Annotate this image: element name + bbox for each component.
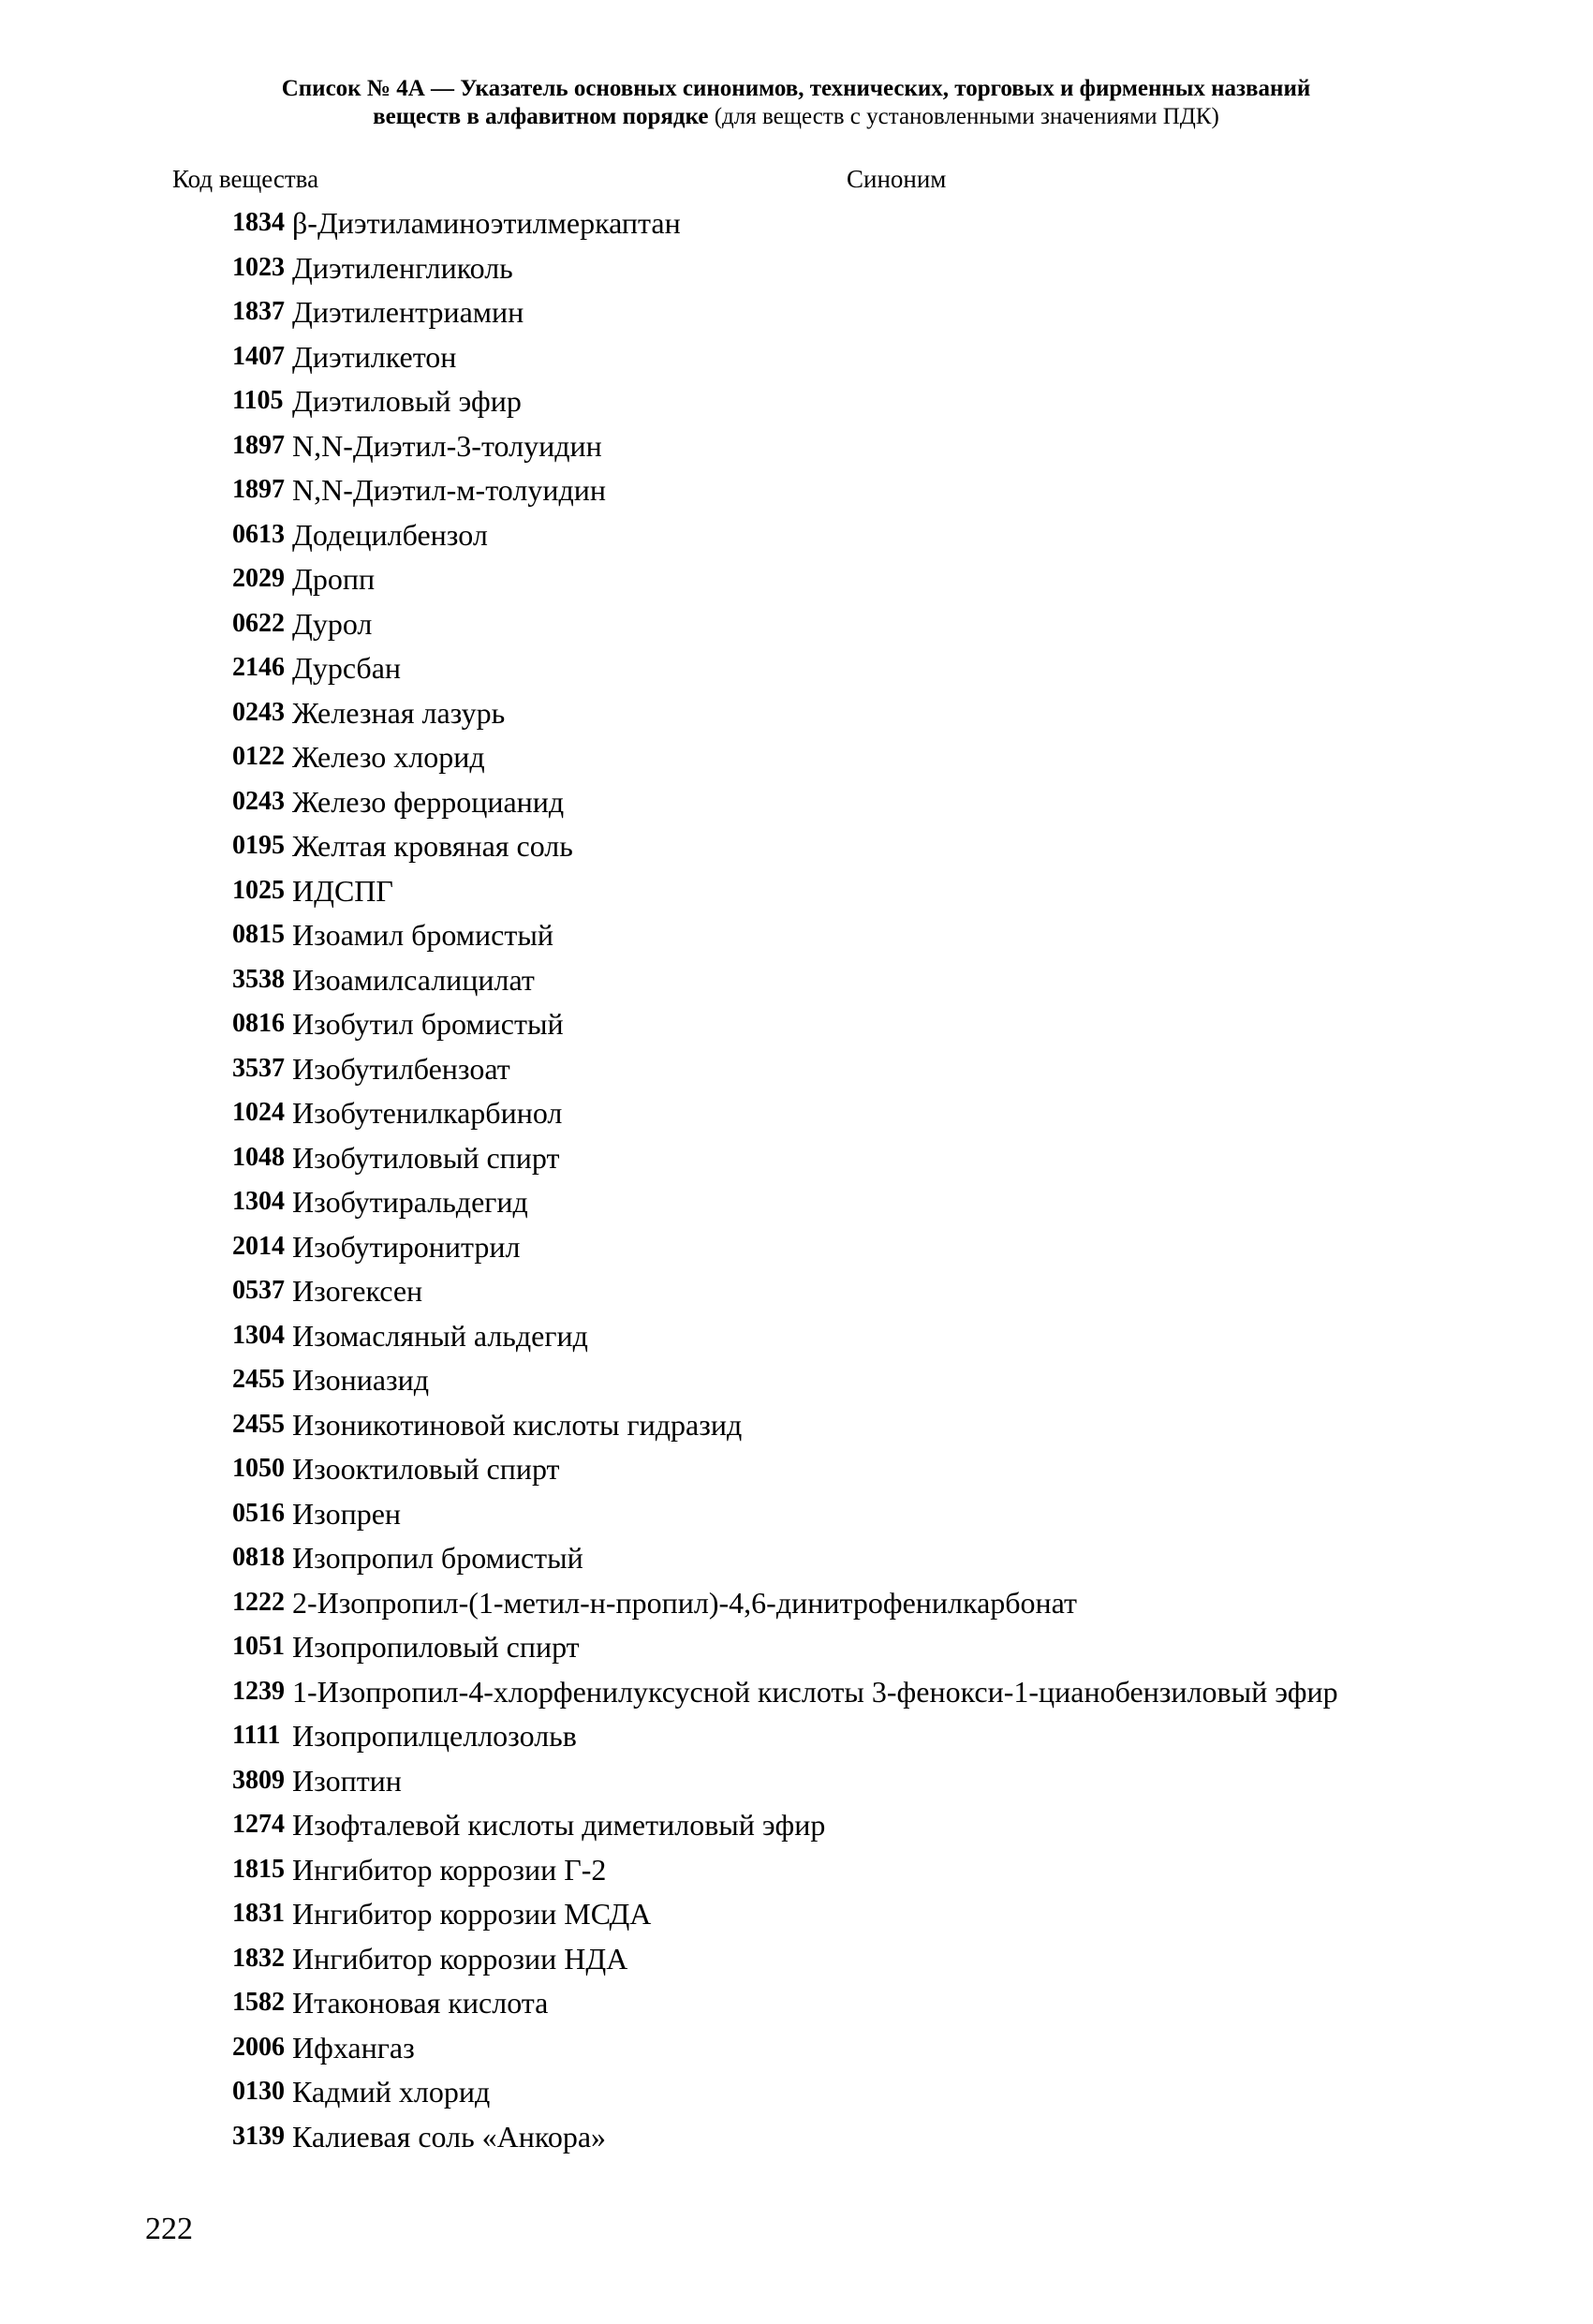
synonym-text: Изоамил бромистый	[292, 918, 553, 952]
substance-code: 2014	[232, 1231, 285, 1261]
substance-code: 3538	[232, 964, 285, 994]
list-item	[0, 519, 1593, 551]
list-subtitle	[140, 103, 1452, 131]
synonym-text: Изопропиловый спирт	[292, 1630, 580, 1664]
synonym-text: Изомасляный альдегид	[292, 1318, 588, 1353]
list-item	[0, 563, 1593, 595]
list-item	[0, 341, 1593, 373]
substance-code: 2029	[232, 564, 285, 593]
substance-code: 0516	[232, 1498, 285, 1528]
list-item	[0, 1097, 1593, 1129]
synonym-text: Изопрен	[292, 1496, 402, 1531]
list-item	[0, 1364, 1593, 1396]
substance-code: 1304	[232, 1187, 285, 1216]
substance-code: 1050	[232, 1454, 285, 1483]
list-item	[0, 2076, 1593, 2108]
substance-code: 1834	[232, 208, 285, 237]
synonym-text: Дропп	[292, 562, 376, 596]
substance-code: 0818	[232, 1543, 285, 1572]
list-item	[0, 1943, 1593, 1975]
list-item	[0, 1898, 1593, 1930]
list-item	[0, 1854, 1593, 1886]
list-title: Список № 4А — Указатель основных синонимов, технических, торговых и фирменных названий	[281, 76, 1311, 101]
list-item	[0, 652, 1593, 684]
substance-code: 0195	[232, 831, 285, 860]
list-item	[0, 2121, 1593, 2153]
synonym-text: 1-Изопропил-4-хлорфенилуксусной кислоты 3-фенокси-1-цианобензиловый эфир	[292, 1674, 1338, 1709]
list-item	[0, 1275, 1593, 1307]
synonym-text: Додецилбензол	[292, 517, 488, 552]
list-item	[0, 608, 1593, 640]
substance-code: 1048	[232, 1142, 285, 1172]
synonym-text: N,N-Диэтил-м-толуидин	[292, 473, 606, 507]
list-subtitle-bold: веществ в алфавитном порядке	[373, 104, 709, 129]
substance-code: 1274	[232, 1810, 285, 1839]
substance-code: 0243	[232, 786, 285, 816]
substance-code: 1222	[232, 1587, 285, 1617]
synonym-text: Изоникотиновой кислоты гидразид	[292, 1407, 743, 1442]
substance-code: 1304	[232, 1320, 285, 1350]
list-item	[0, 1320, 1593, 1352]
synonym-text: Изооктиловый спирт	[292, 1452, 560, 1486]
list-item	[0, 207, 1593, 239]
list-item	[0, 296, 1593, 328]
substance-code: 1239	[232, 1676, 285, 1706]
substance-code: 0537	[232, 1276, 285, 1305]
list-item	[0, 385, 1593, 417]
substance-code: 1831	[232, 1899, 285, 1928]
substance-code: 1105	[232, 386, 284, 415]
synonym-text: Изопропилцеллозольв	[292, 1719, 577, 1753]
substance-code: 1051	[232, 1632, 285, 1661]
substance-code: 1111	[232, 1721, 281, 1750]
synonym-text: Калиевая соль «Анкора»	[292, 2119, 607, 2154]
substance-code: 1815	[232, 1854, 285, 1884]
synonym-text: Итаконовая кислота	[292, 1986, 549, 2020]
substance-code: 1407	[232, 341, 285, 371]
list-item	[0, 430, 1593, 462]
synonym-text: Изобутенилкарбинол	[292, 1096, 563, 1130]
list-item	[0, 2032, 1593, 2064]
synonym-text: Железо ферроцианид	[292, 784, 565, 819]
synonym-text: Дурол	[292, 606, 373, 641]
synonym-text: Изобутилбензоат	[292, 1051, 510, 1086]
substance-code: 3809	[232, 1765, 285, 1795]
substance-code: 2455	[232, 1365, 285, 1394]
list-item	[0, 1809, 1593, 1841]
synonym-list	[0, 207, 1593, 2165]
substance-code: 3537	[232, 1053, 285, 1083]
list-subtitle-rest: (для веществ с установленными значениями ПДК)	[708, 104, 1219, 129]
synonym-text: Диэтиловый эфир	[292, 384, 522, 418]
synonym-text: Ингибитор коррозии Г-2	[292, 1852, 607, 1887]
list-item	[0, 964, 1593, 996]
synonym-text: β-Диэтиламиноэтилмеркаптан	[292, 206, 681, 240]
substance-code: 2146	[232, 653, 285, 682]
list-item	[0, 1987, 1593, 2019]
substance-code: 0243	[232, 697, 285, 727]
synonym-text: N,N-Диэтил-3-толуидин	[292, 428, 602, 463]
substance-code: 1025	[232, 875, 285, 905]
list-item	[0, 1008, 1593, 1040]
list-item	[0, 697, 1593, 729]
list-item	[0, 1186, 1593, 1218]
synonym-text: Изогексен	[292, 1274, 423, 1308]
substance-code: 0816	[232, 1009, 285, 1038]
substance-code: 2006	[232, 2032, 285, 2062]
substance-code: 1897	[232, 430, 285, 460]
synonym-text: 2-Изопропил-(1-метил-н-пропил)-4,6-динитрофенилкарбонат	[292, 1585, 1078, 1620]
synonym-text: ИДСПГ	[292, 873, 393, 908]
substance-code: 1837	[232, 297, 285, 326]
synonym-text: Изоптин	[292, 1763, 402, 1798]
synonym-text: Диэтилкетон	[292, 339, 457, 374]
synonym-text: Железная лазурь	[292, 695, 506, 730]
list-item	[0, 1765, 1593, 1797]
substance-code: 0130	[232, 2077, 285, 2106]
list-item	[0, 1453, 1593, 1485]
list-item	[0, 786, 1593, 818]
substance-code: 0122	[232, 742, 285, 771]
substance-code: 1023	[232, 252, 285, 282]
list-item	[0, 1498, 1593, 1530]
list-item	[0, 919, 1593, 951]
substance-code: 1832	[232, 1943, 285, 1973]
list-item	[0, 1231, 1593, 1263]
substance-code: 3139	[232, 2121, 285, 2151]
substance-code: 1897	[232, 475, 285, 504]
substance-code: 0613	[232, 519, 285, 549]
list-item	[0, 1142, 1593, 1174]
column-header-synonym: Синоним	[847, 165, 947, 193]
synonym-text: Дурсбан	[292, 651, 402, 685]
list-item	[0, 830, 1593, 862]
list-item	[0, 1720, 1593, 1752]
list-item	[0, 474, 1593, 506]
list-item	[0, 875, 1593, 907]
list-item	[0, 1409, 1593, 1441]
synonym-text: Желтая кровяная соль	[292, 829, 573, 863]
synonym-text: Кадмий хлорид	[292, 2075, 491, 2109]
synonym-text: Диэтилентриамин	[292, 295, 524, 329]
synonym-text: Изобутил бромистый	[292, 1007, 564, 1041]
column-header-code: Код вещества	[172, 165, 319, 193]
substance-code: 0622	[232, 608, 285, 638]
synonym-text: Ингибитор коррозии НДА	[292, 1941, 628, 1976]
list-item	[0, 1542, 1593, 1574]
synonym-text: Ифхангаз	[292, 2030, 415, 2065]
list-item	[0, 1631, 1593, 1663]
substance-code: 0815	[232, 920, 285, 949]
synonym-text: Изопропил бромистый	[292, 1541, 583, 1575]
synonym-text: Изофталевой кислоты диметиловый эфир	[292, 1808, 826, 1842]
list-item	[0, 252, 1593, 284]
list-item	[0, 1053, 1593, 1085]
list-item	[0, 1676, 1593, 1708]
synonym-text: Изоамилсалицилат	[292, 962, 535, 997]
synonym-text: Ингибитор коррозии МСДА	[292, 1897, 652, 1931]
list-item	[0, 741, 1593, 773]
synonym-text: Изобутиловый спирт	[292, 1140, 560, 1175]
synonym-text: Диэтиленгликоль	[292, 250, 513, 285]
synonym-text: Изобутиральдегид	[292, 1185, 528, 1219]
synonym-text: Изониазид	[292, 1363, 430, 1397]
substance-code: 1582	[232, 1988, 285, 2017]
synonym-text: Железо хлорид	[292, 740, 485, 774]
list-item	[0, 1587, 1593, 1619]
page-number: 222	[145, 2212, 193, 2246]
synonym-text: Изобутиронитрил	[292, 1229, 521, 1264]
substance-code: 2455	[232, 1409, 285, 1439]
substance-code: 1024	[232, 1098, 285, 1127]
page-header	[140, 75, 1452, 131]
